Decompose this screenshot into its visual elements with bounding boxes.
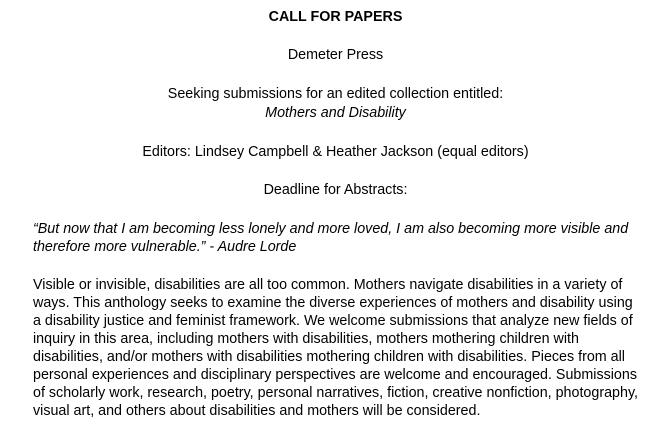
collection-title: Mothers and Disability xyxy=(265,105,406,121)
seeking-line: Seeking submissions for an edited collection entitled: xyxy=(167,86,504,102)
body-line-2: ways. This anthology seeks to examine the diverse experiences of mothers and disability using xyxy=(33,295,633,311)
body-line-8: visual art, and others about disabilities and mothers will be considered. xyxy=(33,403,481,419)
body-line-6: personal experiences and disciplinary perspectives are welcome and encouraged. Submissions xyxy=(33,367,637,383)
page-title: CALL FOR PAPERS xyxy=(268,9,403,25)
body-line-4: inquiry in this area, including mothers with disabilities, mothers mothering children with xyxy=(33,331,579,347)
quote-line-1: “But now that I am becoming less lonely and more loved, I am also becoming more visible and xyxy=(33,221,629,237)
quote-line-2: therefore more vulnerable.” - Audre Lorde xyxy=(33,239,297,255)
editors-line: Editors: Lindsey Campbell & Heather Jackson (equal editors) xyxy=(142,144,529,160)
body-line-3: a disability justice and feminist framework. We welcome submissions that analyze new fields of xyxy=(33,313,633,329)
body-line-5: disabilities, and/or mothers with disabilities mothering children with disabilities. Pieces from all xyxy=(33,349,625,365)
publisher-name: Demeter Press xyxy=(287,47,384,63)
body-line-1: Visible or invisible, disabilities are all too common. Mothers navigate disabilities in a variety of xyxy=(33,277,623,293)
body-line-7: of scholarly work, research, poetry, personal narratives, fiction, creative nonfiction, photography, xyxy=(33,385,638,401)
deadline-line: Deadline for Abstracts: xyxy=(263,182,408,198)
